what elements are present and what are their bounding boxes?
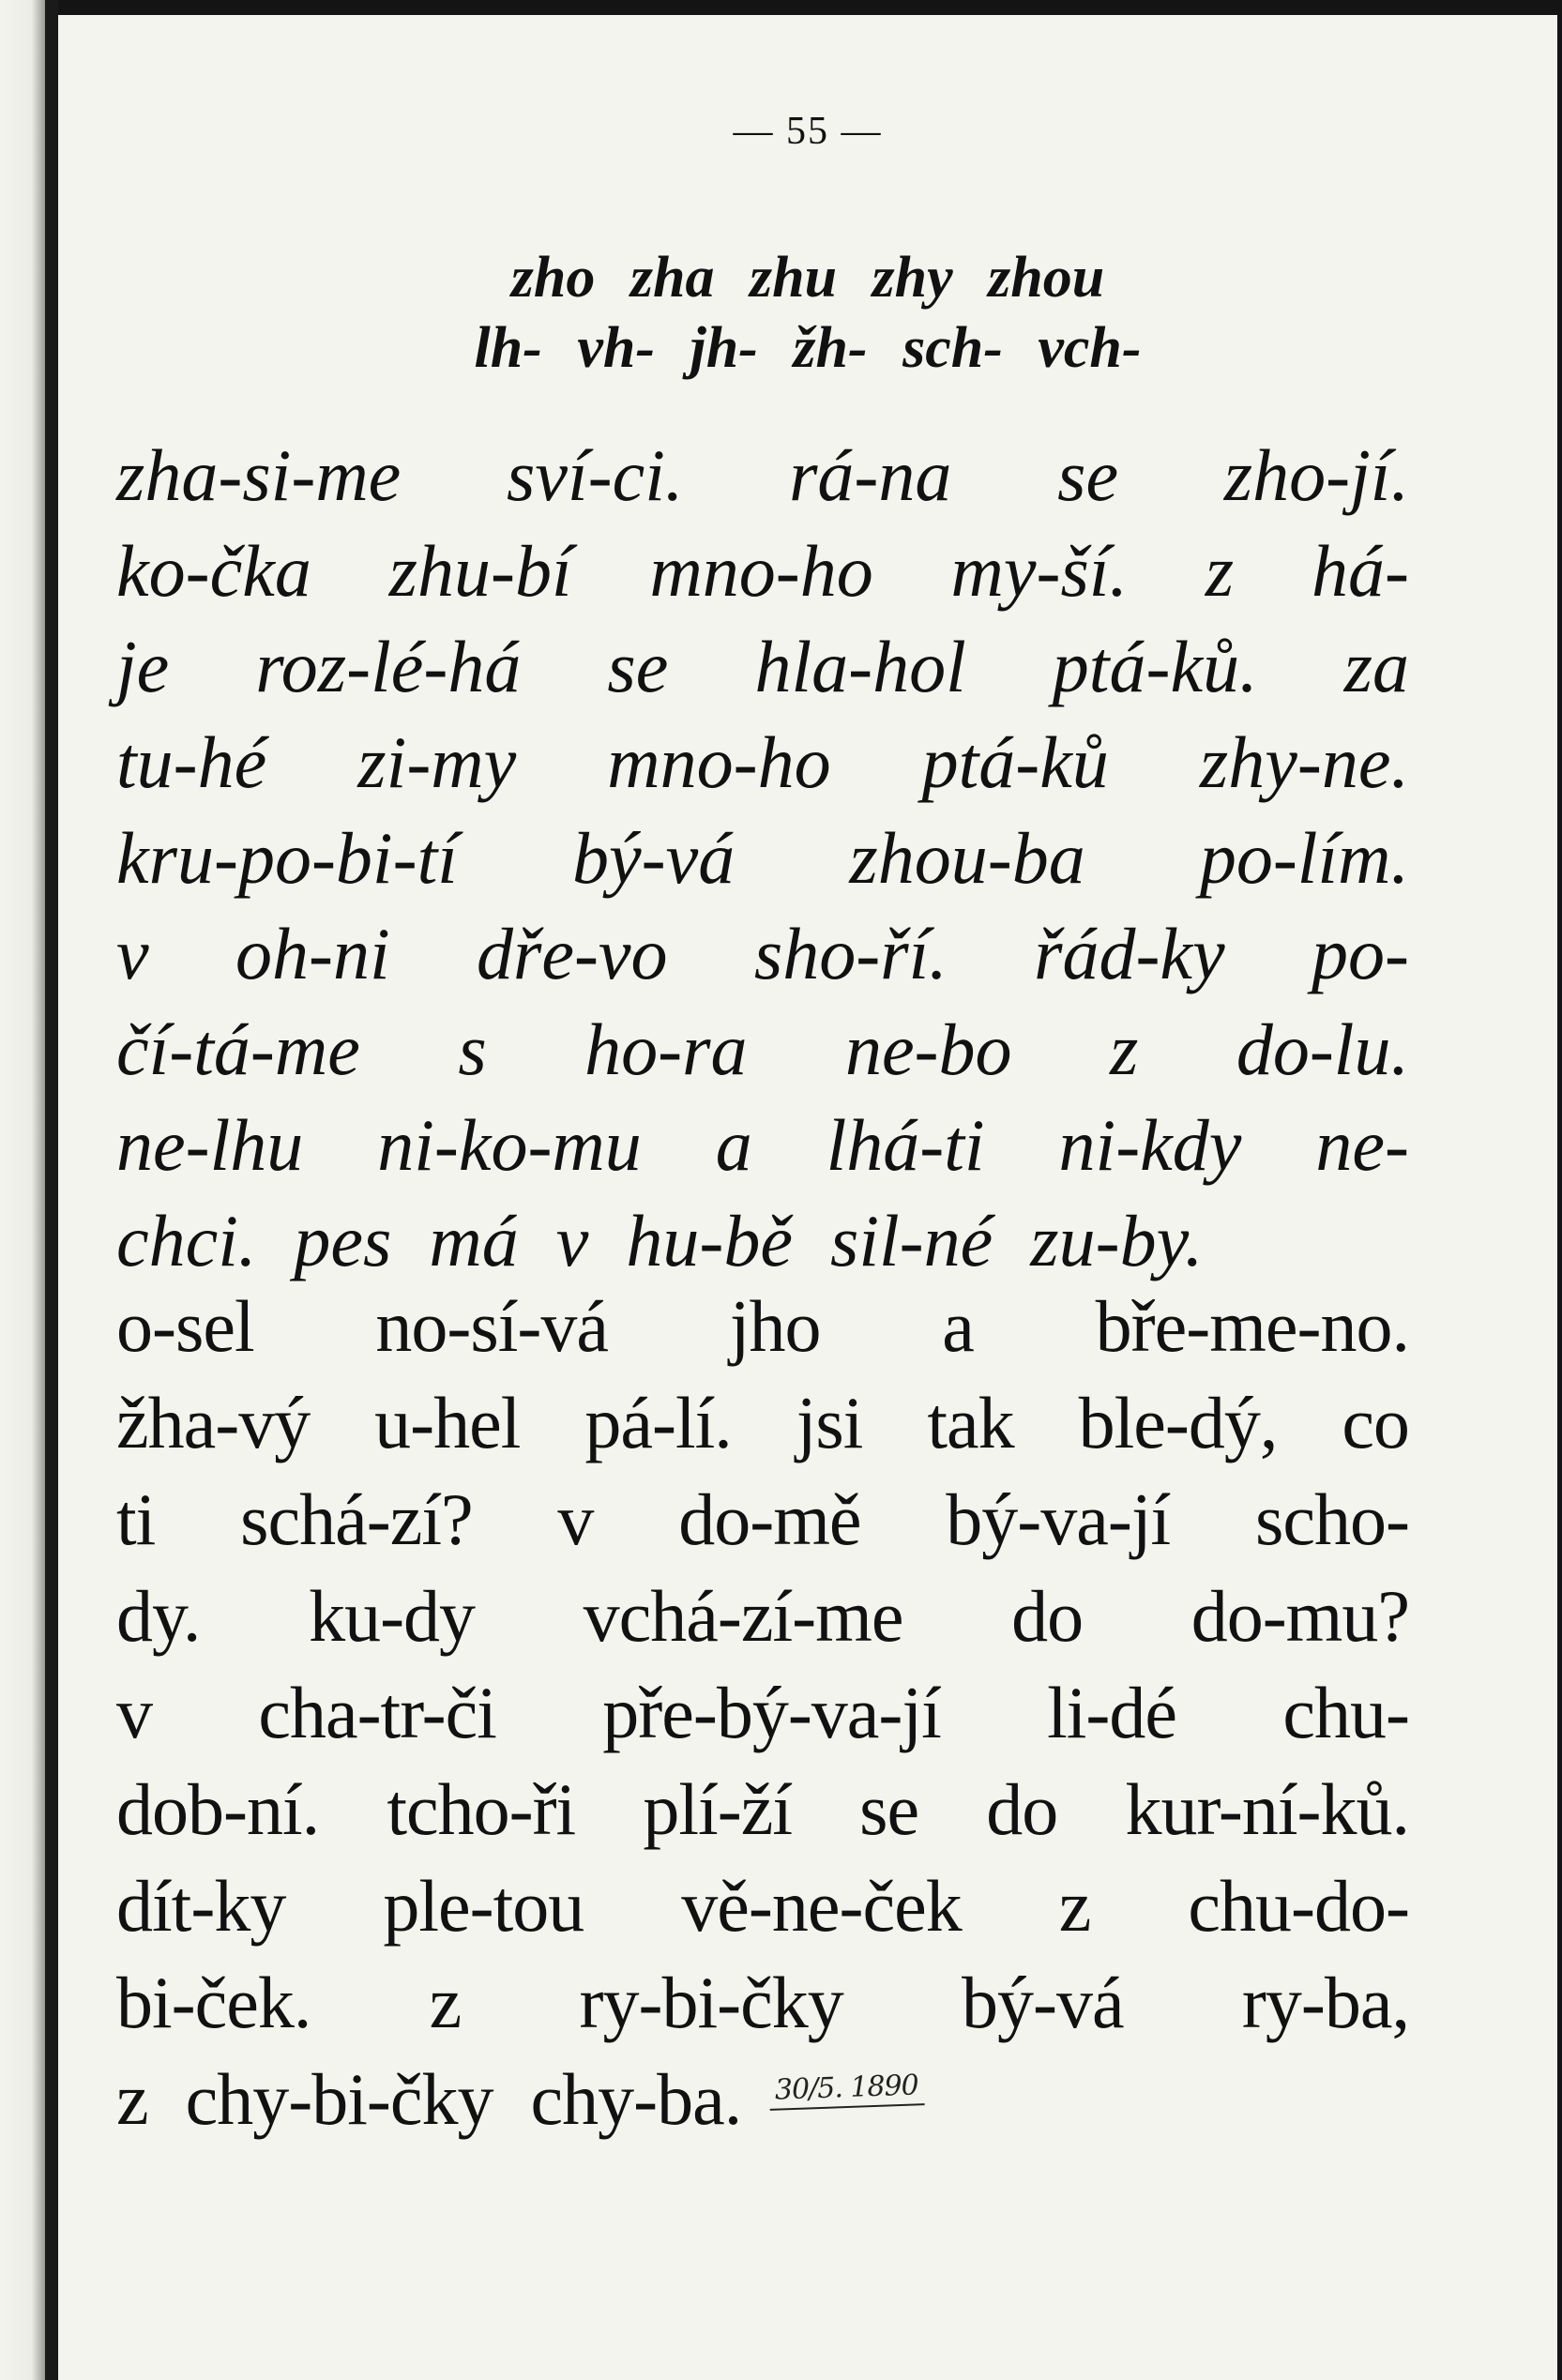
word: mno-ho <box>649 530 873 612</box>
word: do-mě <box>678 1478 861 1560</box>
word: vě-ne-ček <box>681 1864 962 1947</box>
word: ho-ra <box>584 1008 748 1090</box>
handwritten-date-note: 30/5. 1890 <box>769 2069 925 2111</box>
word: se <box>1057 434 1119 516</box>
word: za <box>1343 626 1409 707</box>
word: sil-né <box>829 1200 993 1281</box>
word: zho-jí. <box>1223 434 1409 516</box>
word: ptá-ků. <box>1052 626 1258 707</box>
word: a <box>715 1104 752 1186</box>
word: dy. <box>116 1574 201 1657</box>
word: z <box>116 2057 148 2140</box>
word: ni-ko-mu <box>377 1104 642 1186</box>
syllable-row: zho zha zhu zhy zhou <box>510 246 1105 310</box>
word: o-sel <box>116 1284 254 1367</box>
word: tcho-ři <box>387 1767 576 1850</box>
word: jsi <box>796 1381 863 1463</box>
word: bý-va-jí <box>946 1478 1171 1560</box>
text-line <box>116 1954 1409 2051</box>
word: zha-si-me <box>116 434 402 516</box>
word: lhá-ti <box>826 1104 985 1186</box>
word: bře-me-no. <box>1095 1284 1409 1367</box>
word: ne-lhu <box>116 1104 304 1186</box>
book-gutter <box>45 0 58 2380</box>
word: jho <box>729 1284 821 1367</box>
word: žha-vý <box>116 1381 311 1463</box>
word: do <box>1011 1574 1084 1657</box>
page-number: — 55 — <box>733 110 883 153</box>
word: ku-dy <box>309 1574 476 1657</box>
word: bi-ček. <box>116 1961 311 2043</box>
word: li-dé <box>1047 1671 1177 1753</box>
word: z <box>1110 1008 1139 1090</box>
roman-reading-paragraph <box>116 1278 1409 2147</box>
word: se <box>607 626 669 707</box>
word: ti <box>116 1478 156 1560</box>
word: há- <box>1311 530 1409 612</box>
text-line <box>116 2051 1409 2147</box>
word: bý-vá <box>572 817 736 899</box>
word: se <box>859 1767 919 1850</box>
text-line <box>116 523 1409 619</box>
word: oh-ni <box>235 913 390 994</box>
word: scho- <box>1255 1478 1409 1560</box>
word: tu-hé <box>116 721 267 803</box>
word: pes <box>294 1200 392 1281</box>
text-line <box>116 1568 1409 1664</box>
word: čí-tá-me <box>116 1008 360 1090</box>
word: ko-čka <box>116 530 311 612</box>
text-line <box>116 1664 1409 1761</box>
text-line <box>116 1857 1409 1954</box>
text-line <box>116 1761 1409 1857</box>
word: dře-vo <box>476 913 668 994</box>
word: a <box>942 1284 974 1367</box>
syllable-row: lh- vh- jh- žh- sch- vch- <box>474 316 1142 380</box>
word: ry-bi-čky <box>579 1961 843 2043</box>
word: má <box>429 1200 519 1281</box>
text-line <box>116 1098 1409 1193</box>
word: pá-lí. <box>584 1381 732 1463</box>
word: plí-ží <box>643 1767 792 1850</box>
word: mno-ho <box>607 721 831 803</box>
text-line <box>116 811 1409 906</box>
word: tak <box>927 1381 1014 1463</box>
word: dob-ní. <box>116 1767 320 1850</box>
word: no-sí-vá <box>375 1284 609 1367</box>
text-line <box>116 619 1409 715</box>
word: vchá-zí-me <box>583 1574 903 1657</box>
previous-page-edge <box>0 0 45 2380</box>
word: chu-do- <box>1188 1864 1409 1947</box>
word: schá-zí? <box>240 1478 473 1560</box>
word: v <box>116 913 149 994</box>
word: sví-ci. <box>506 434 684 516</box>
word: po- <box>1312 913 1409 994</box>
word: ni-kdy <box>1058 1104 1242 1186</box>
word: roz-lé-há <box>255 626 522 707</box>
word: řád-ky <box>1034 913 1225 994</box>
word: do-lu. <box>1236 1008 1409 1090</box>
text-line <box>116 1374 1409 1471</box>
word: chy-ba. <box>530 2057 742 2140</box>
word: ple-tou <box>383 1864 584 1947</box>
word: ne- <box>1315 1104 1409 1186</box>
text-line <box>116 1002 1409 1098</box>
word: u-hel <box>374 1381 521 1463</box>
text-line <box>116 715 1409 811</box>
word: rá-na <box>789 434 952 516</box>
word: kru-po-bi-tí <box>116 817 458 899</box>
word: ble-dý, <box>1078 1381 1278 1463</box>
word: my-ší. <box>950 530 1128 612</box>
text-line <box>116 906 1409 1002</box>
text-line <box>116 1278 1409 1374</box>
word: kur-ní-ků. <box>1125 1767 1409 1850</box>
word: ry-ba, <box>1241 1961 1409 2043</box>
word: do-mu? <box>1190 1574 1409 1657</box>
word: z <box>1058 1864 1091 1947</box>
word: zhou-ba <box>849 817 1085 899</box>
word: chci. <box>116 1200 257 1281</box>
word: zi-my <box>357 721 517 803</box>
word: v <box>555 1200 589 1281</box>
word: bý-vá <box>962 1961 1124 2043</box>
word: v <box>557 1478 594 1560</box>
word: hu-bě <box>626 1200 793 1281</box>
word: chy-bi-čky <box>185 2057 493 2140</box>
word: po-lím. <box>1199 817 1409 899</box>
text-line <box>116 1193 1409 1289</box>
word: z <box>1205 530 1235 612</box>
word: v <box>116 1671 152 1753</box>
text-line <box>116 1471 1409 1568</box>
word: do <box>986 1767 1058 1850</box>
word: ptá-ků <box>921 721 1109 803</box>
word: pře-bý-va-jí <box>602 1671 941 1753</box>
word: zu-by. <box>1030 1200 1204 1281</box>
text-line <box>116 428 1409 523</box>
word: sho-ří. <box>753 913 948 994</box>
word: s <box>458 1008 487 1090</box>
book-page <box>58 15 1557 2380</box>
word: je <box>116 626 170 707</box>
word: hla-hol <box>754 626 966 707</box>
word: chu- <box>1282 1671 1409 1753</box>
word: z <box>429 1961 462 2043</box>
word: ne-bo <box>844 1008 1012 1090</box>
word: co <box>1342 1381 1409 1463</box>
italic-reading-paragraph <box>116 428 1409 1289</box>
word: dít-ky <box>116 1864 286 1947</box>
word: zhu-bí <box>388 530 572 612</box>
word: cha-tr-či <box>258 1671 496 1753</box>
word: zhy-ne. <box>1199 721 1409 803</box>
